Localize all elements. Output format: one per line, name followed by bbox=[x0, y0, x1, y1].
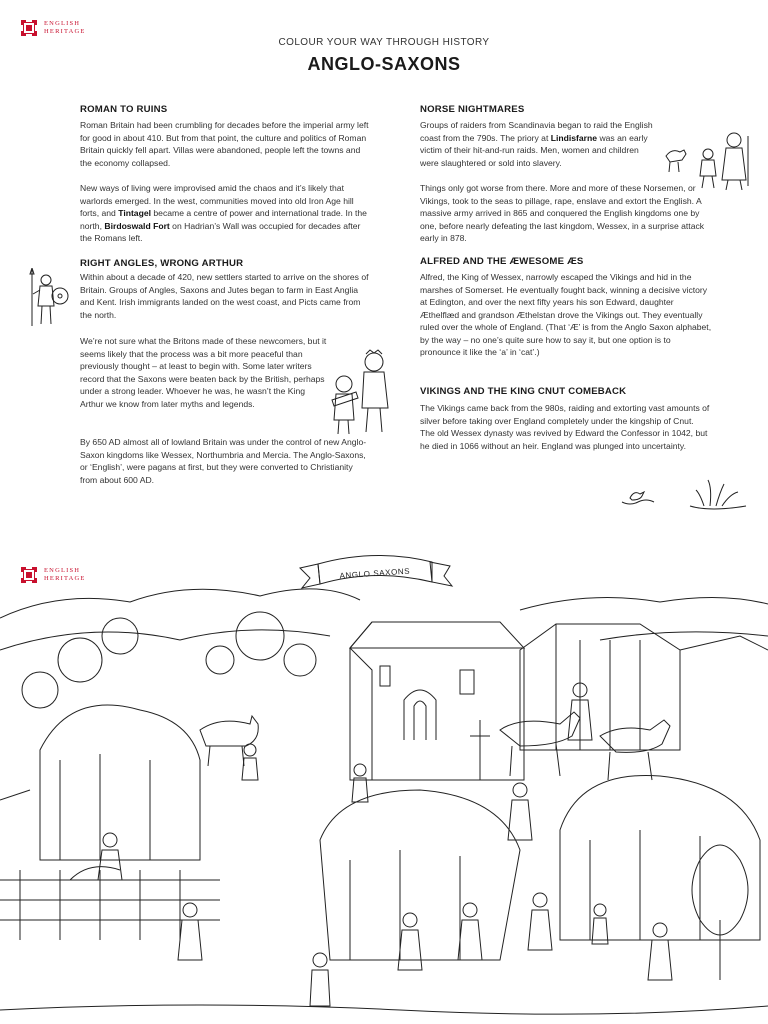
horse-illustration bbox=[500, 712, 580, 746]
english-heritage-emblem-icon bbox=[20, 19, 38, 37]
birdoswald-fort-text: Birdoswald Fort bbox=[104, 220, 170, 231]
logo-wordmark bbox=[44, 20, 86, 36]
section-alfred-paragraph-1: Alfred, the King of Wessex, narrowly escaped the Vikings and hid in the marshes of Somerset. He eventually fought back, winning a decisive victory at Edington, and over the next fifty years his son Edward, daughter Æthelflæd and grandson Æthelstan drove the Vikings out. They eventually ruled over the whole of England. (That ‘Æ’ is from the Anglo Saxon alphabet, by the way – no one’s quite sure how to say it, but one option is to pronounce it like the ‘a’ in ‘cat’.) bbox=[420, 272, 712, 357]
section-heading-arthur: RIGHT ANGLES, WRONG ARTHUR bbox=[80, 258, 244, 269]
children-reading-illustration bbox=[326, 348, 396, 438]
tintagel-link-text: Tintagel bbox=[118, 208, 152, 218]
roman-p2-text-e: on Hadrian’s Wall was occupied for decades after the Romans left. bbox=[80, 220, 361, 243]
duck-and-reeds-illustration bbox=[620, 478, 750, 518]
roman-p2-text-c: became a centre of power and international trade. In the north, bbox=[80, 208, 367, 231]
section-heading-cnut: VIKINGS AND THE KING CNUT COMEBACK bbox=[420, 386, 627, 397]
section-roman-paragraph-1: Roman Britain had been crumbling for decades before the imperial army left for good in about 410. But from that point, the culture and politics of Roman Britain quickly fell apart. Villas were abandoned, people left the towns and the economy collapsed. bbox=[80, 120, 369, 168]
page-subheading: COLOUR YOUR WAY THROUGH HISTORY bbox=[278, 37, 490, 48]
norse-p1-text-a: Groups of raiders from Scandinavia began to raid the English coast from the 790s. The priory at bbox=[420, 120, 653, 143]
scene-banner-ribbon bbox=[300, 564, 320, 588]
logo-line-1: ENGLISH bbox=[44, 567, 81, 574]
section-arthur-paragraph-2: We’re not sure what the Britons made of these newcomers, but it seems likely that the process was a bit more peaceful than previously thought – at least to begin with. Some later writers record that the Saxons were beaten back by the British, perhaps under a strong leader. Whoever he was, he wasn’t the King Arthur we know from later myths and legends. bbox=[80, 336, 327, 409]
section-heading-alfred: ALFRED AND THE ÆWESOME ÆS bbox=[420, 256, 584, 267]
section-heading-norse: NORSE NIGHTMARES bbox=[420, 104, 525, 115]
scene-banner-text: ANGLO SAXONS bbox=[339, 566, 411, 581]
norse-p1-text-c: was an early victim of their hit-and-run raids. Men, women and children were slaughtered or sold into slavery. bbox=[420, 132, 648, 168]
section-heading-roman: ROMAN TO RUINS bbox=[80, 104, 168, 115]
section-arthur-paragraph-1: Within about a decade of 420, new settlers started to arrive on the shores of Britain. Groups of Angles, Saxons and Jutes began to farm in East Anglia and Kent. Irish immigrants landed on the west coast, and Picts came from the north. bbox=[80, 272, 369, 320]
section-norse-paragraph-2: Things only got worse from there. More and more of these Norsemen, or Vikings, took to the seas to pillage, rape, enslave and extort the English. A massive army arrived in 865 and conquered the English kingdoms one by one, before nearly defeating the last kingdom, Wessex, in a surprise attack early in 878. bbox=[420, 183, 705, 243]
section-norse-paragraph-1 bbox=[420, 119, 656, 169]
page-title: ANGLO-SAXONS bbox=[307, 54, 461, 74]
lindisfarne-text: Lindisfarne bbox=[550, 132, 598, 143]
roman-p2-text-a: New ways of living were improvised amid the chaos and it’s likely that warlords emerged. In the west, communities moved into old Iron Age hill forts, and bbox=[80, 183, 354, 218]
section-roman-paragraph-2 bbox=[80, 182, 370, 245]
section-arthur-paragraph-3: By 650 AD almost all of lowland Britain was under the control of new Anglo-Saxon kingdoms like Wessex, Northumbria and Mercia. The Anglo-Saxons, or ‘English’, were pagans at first, but they were converted to Christianity from about 600 AD. bbox=[80, 437, 367, 485]
english-heritage-logo bbox=[20, 19, 86, 37]
logo-line-1: ENGLISH bbox=[44, 20, 81, 27]
cow-illustration bbox=[200, 716, 258, 746]
section-cnut-paragraph-1: The Vikings came back from the 980s, raiding and extorting vast amounts of silver before taking over England completely under the kingship of Cnut. The old Wessex dynasty was revived by Edward the Confessor in 1042, but he died in 1066 without an heir. England was plunged into uncertainty. bbox=[420, 403, 710, 451]
logo-line-2: HERITAGE bbox=[44, 28, 86, 35]
anglo-saxon-village-colouring-scene bbox=[0, 540, 768, 1024]
vikings-and-goat-illustration bbox=[664, 130, 754, 190]
logo-line-2: HERITAGE bbox=[44, 575, 86, 582]
saxon-warrior-illustration bbox=[26, 268, 70, 328]
